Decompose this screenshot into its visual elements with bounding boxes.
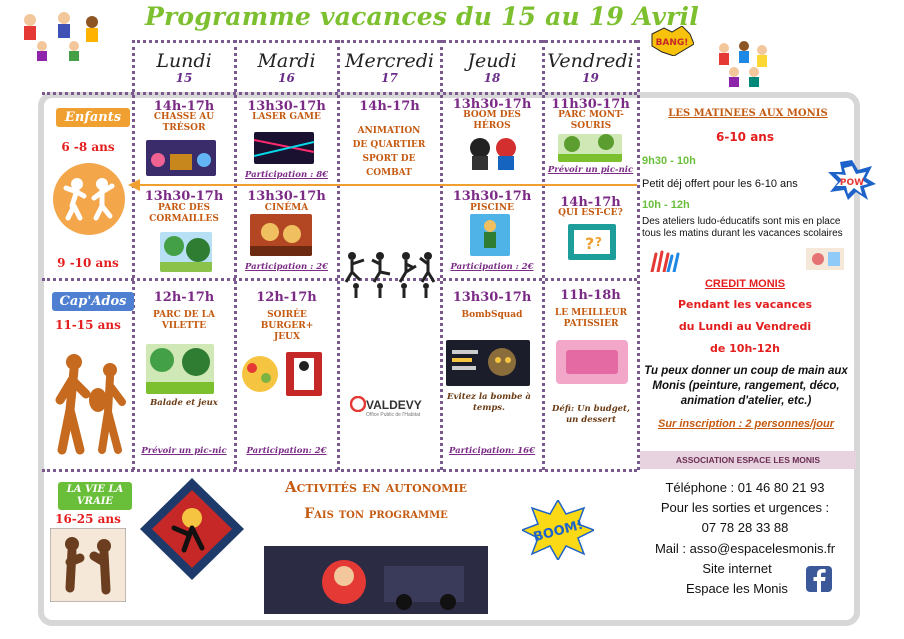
mario-kart-image xyxy=(264,546,488,614)
lundi-910-time: 13h30-17h xyxy=(144,189,224,204)
treasure-hunt-image xyxy=(146,140,216,176)
association-urgences-label: Pour les sorties et urgences : xyxy=(660,500,830,515)
credit-line2: du Lundi au Vendredi xyxy=(678,320,812,333)
row-divider xyxy=(132,40,637,43)
day-header-mercredi: Mercredi 17 xyxy=(345,50,434,85)
bang-badge xyxy=(650,26,694,56)
laser-game-image xyxy=(254,132,314,164)
guess-who-image xyxy=(568,224,616,260)
day-header-lundi: Lundi 15 xyxy=(156,50,212,85)
superhero-kids-illustration xyxy=(12,8,104,64)
valdevy-subtitle: Office Public de l'Habitat xyxy=(366,412,421,418)
bombsquad-image xyxy=(446,340,530,386)
credit-line1: Pendant les vacances xyxy=(677,298,813,311)
lundi-ados-activity: PARC DE LA VILETTE xyxy=(153,310,215,331)
superhero-kids-right-illustration xyxy=(712,40,772,90)
patissier-image xyxy=(556,340,628,384)
facebook-icon[interactable] xyxy=(806,566,832,592)
autonomie-line1: Activités en autonomie xyxy=(284,478,468,496)
games-image xyxy=(286,352,322,396)
jeudi-910-activity: PISCINE xyxy=(470,203,514,213)
association-urgences-phone: 07 78 28 33 88 xyxy=(701,520,789,535)
jeudi-ados-activity: BombSquad xyxy=(461,310,523,320)
mercredi-enfants-time: 14h-17h xyxy=(359,99,420,114)
vendredi-ados-activity: LE MEILLEUR PATISSIER xyxy=(554,308,628,329)
pow-text: POW xyxy=(839,178,865,188)
park-cormailles-image xyxy=(160,232,212,272)
hikers-icon xyxy=(52,350,132,460)
row-divider xyxy=(42,278,637,281)
mardi-910-note: Participation : 2€ xyxy=(244,262,329,272)
capados-badge: Cap'Ados xyxy=(52,292,134,311)
lundi-ados-desc: Balade et jeux xyxy=(150,398,218,408)
bang-text: BANG! xyxy=(655,38,689,48)
vievraie-age: 16-25 ans xyxy=(55,512,121,526)
jeudi-enfants-activity: BOOM DES HÉROS xyxy=(463,110,521,131)
svg-text:?: ? xyxy=(595,235,602,249)
valdevy-logo-icon xyxy=(350,396,366,412)
jeudi-910-time: 13h30-17h xyxy=(452,189,532,204)
autonomie-line2: Fais ton programme xyxy=(304,506,448,522)
day-header-mardi: Mardi 16 xyxy=(257,50,316,85)
boom-badge xyxy=(522,500,594,560)
painted-hands-icon xyxy=(648,250,682,272)
vendredi-ados-desc: Défi: Un budget, un dessert xyxy=(552,404,630,425)
credit-title: CREDIT MONIS xyxy=(704,278,786,290)
matinees-slot1: 9h30 - 10h xyxy=(642,155,696,167)
lundi-910-activity: PARC DES CORMAILLES xyxy=(149,203,219,224)
row-divider xyxy=(42,92,637,95)
lundi-enfants-activity: CHASSE AU TRÉSOR xyxy=(153,112,215,133)
mardi-enfants-activity: LASER GAME xyxy=(252,112,321,122)
association-phone: Téléphone : 01 46 80 21 93 xyxy=(665,480,825,495)
mardi-enfants-note: Participation : 8€ xyxy=(244,170,329,180)
swimming-pool-image xyxy=(470,214,510,256)
credit-inscription: Sur inscription : 2 personnes/jour xyxy=(657,418,835,430)
association-site-name[interactable]: Espace les Monis xyxy=(686,581,788,596)
vievraie-badge: LA VIE LA VRAIE xyxy=(58,482,132,510)
credit-body: Tu peux donner un coup de main aux Monis (peinture, rangement, déco, animation d'atelier, etc.) xyxy=(644,365,848,407)
matinees-slot2-desc: Des ateliers ludo-éducatifs sont mis en place tous les matins durant les vacances scolaires xyxy=(642,216,843,239)
mardi-ados-time: 12h-17h xyxy=(256,290,317,305)
mardi-enfants-time: 13h30-17h xyxy=(247,99,326,114)
jeudi-enfants-time: 13h30-17h xyxy=(452,97,532,112)
svg-text:?: ? xyxy=(585,234,595,253)
credit-line3: de 10h-12h xyxy=(709,342,780,355)
capados-age: 11-15 ans xyxy=(55,318,121,332)
lundi-ados-note: Prévoir un pic-nic xyxy=(141,446,227,456)
vendredi-enfants-activity: PARC MONT-SOURIS xyxy=(558,110,624,131)
matinees-slot2: 10h - 12h xyxy=(642,199,690,211)
jeudi-910-note: Participation : 2€ xyxy=(450,262,534,272)
mercredi-enfants-activity: ANIMATION DE QUARTIER SPORT DE COMBAT xyxy=(352,126,426,178)
mardi-ados-activity: SOIRÉE BURGER+ JEUX xyxy=(260,310,314,342)
enfants-age-9-10: 9 -10 ans xyxy=(57,256,119,270)
day-header-jeudi: Jeudi 18 xyxy=(467,50,517,85)
young-people-phone-icon xyxy=(50,528,126,602)
column-divider xyxy=(637,40,640,470)
association-site-label: Site internet xyxy=(702,561,772,576)
kids-jumping-icon xyxy=(52,162,126,236)
vendredi-enfants-time: 11h30-17h xyxy=(551,97,630,112)
valdevy-logo: VALDEVY xyxy=(366,398,422,412)
jeudi-ados-desc: Evitez la bombe à temps. xyxy=(447,392,531,413)
park-image xyxy=(558,134,622,162)
association-name: ASSOCIATION ESPACE LES MONIS xyxy=(675,455,821,465)
burger-food-image xyxy=(240,352,280,396)
lundi-enfants-time: 14h-17h xyxy=(153,99,215,114)
mardi-ados-note: Participation: 2€ xyxy=(246,446,327,456)
boom-text: BOOM! xyxy=(531,517,585,546)
adventure-game-image xyxy=(140,478,244,580)
enfants-age-6-8: 6 -8 ans xyxy=(61,140,115,154)
mardi-910-time: 13h30-17h xyxy=(247,189,326,204)
heroes-image xyxy=(464,132,522,170)
villette-park-image xyxy=(146,344,214,394)
matinees-age: 6-10 ans xyxy=(716,130,774,144)
vendredi-910-time: 14h-17h xyxy=(560,195,621,210)
vendredi-ados-time: 11h-18h xyxy=(560,288,621,303)
enfants-badge: Enfants xyxy=(56,108,130,127)
pow-badge xyxy=(828,160,876,200)
martial-arts-silhouettes xyxy=(342,248,438,300)
lundi-ados-time: 12h-17h xyxy=(153,290,215,305)
mardi-910-activity: CINÉMA xyxy=(264,203,309,213)
jeudi-ados-time: 13h30-17h xyxy=(452,290,532,305)
row-divider xyxy=(42,469,637,472)
vendredi-910-activity: QUI EST-CE? xyxy=(558,208,623,218)
matinees-slot1-desc: Petit déj offert pour les 6-10 ans xyxy=(642,178,798,190)
page-title: Programme vacances du 15 au 19 Avril xyxy=(145,2,699,31)
association-mail: Mail : asso@espacelesmonis.fr xyxy=(654,541,836,556)
vendredi-enfants-note: Prévoir un pic-nic xyxy=(547,165,634,175)
cinema-image xyxy=(250,214,312,256)
matinees-title: LES MATINEES AUX MONIS xyxy=(668,108,828,119)
craft-activity-icon xyxy=(806,248,844,270)
jeudi-ados-note: Participation: 16€ xyxy=(448,446,535,456)
day-header-vendredi: Vendredi 19 xyxy=(547,50,634,85)
age-separator-line xyxy=(134,184,637,186)
